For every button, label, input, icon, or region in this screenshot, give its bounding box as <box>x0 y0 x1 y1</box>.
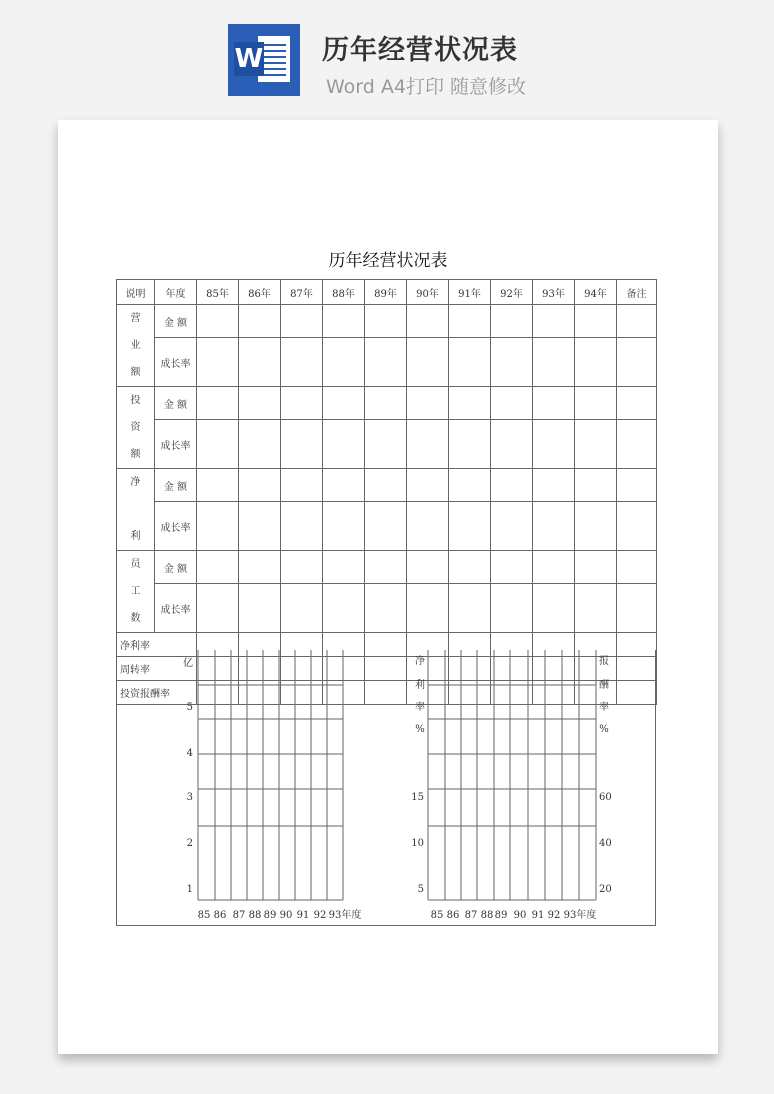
header-year-88: 88年 <box>323 280 365 305</box>
table-cell <box>407 502 449 551</box>
right-xtick: 91 <box>531 910 545 921</box>
table-cell <box>575 584 617 633</box>
banner-subtitle: Word A4打印 随意修改 <box>326 76 527 98</box>
table-cell <box>197 502 239 551</box>
right-ylabel-right-char: 酬 <box>599 680 609 691</box>
table-cell <box>575 338 617 387</box>
right-ylabel-left-char: 率 <box>415 702 425 713</box>
table-cell <box>197 420 239 469</box>
table-cell <box>533 469 575 502</box>
table-cell <box>239 305 281 338</box>
table-cell <box>365 469 407 502</box>
right-ytick-right: 60 <box>599 792 612 803</box>
table-cell <box>239 420 281 469</box>
left-xtick: 88 <box>248 910 262 921</box>
table-cell <box>323 584 365 633</box>
table-cell <box>407 305 449 338</box>
table-cell <box>365 305 407 338</box>
table-cell <box>449 502 491 551</box>
table-cell <box>491 502 533 551</box>
group-label-char: 净 <box>130 477 141 488</box>
table-cell <box>281 338 323 387</box>
right-ylabel-left-char: % <box>415 724 425 735</box>
header-year-85: 85年 <box>197 280 239 305</box>
table-cell <box>449 305 491 338</box>
table-cell <box>323 502 365 551</box>
left-xtick: 89 <box>263 910 277 921</box>
table-cell <box>281 420 323 469</box>
table-cell <box>281 305 323 338</box>
header-year-89: 89年 <box>365 280 407 305</box>
table-cell <box>407 338 449 387</box>
table-cell <box>491 338 533 387</box>
table-cell <box>407 551 449 584</box>
table-cell <box>617 584 657 633</box>
right-xtick: 89 <box>494 910 508 921</box>
table-cell <box>533 387 575 420</box>
single-row-label: 投资报酬率 <box>117 681 197 705</box>
table-cell <box>617 551 657 584</box>
table-cell <box>197 584 239 633</box>
right-xtick: 92 <box>547 910 561 921</box>
table-cell <box>323 469 365 502</box>
table-cell <box>617 469 657 502</box>
right-xtick: 85 <box>430 910 444 921</box>
table-cell <box>575 551 617 584</box>
table-cell <box>449 338 491 387</box>
table-cell <box>239 387 281 420</box>
header-year-93: 93年 <box>533 280 575 305</box>
table-cell <box>449 469 491 502</box>
header-year-90: 90年 <box>407 280 449 305</box>
left-ytick: 4 <box>186 748 193 759</box>
group-label-char: 额 <box>130 367 141 378</box>
group-label-char: 员 <box>130 559 141 570</box>
table-cell <box>575 469 617 502</box>
table-cell <box>491 551 533 584</box>
right-ylabel-right-char: 率 <box>599 702 609 713</box>
table-cell <box>197 387 239 420</box>
table-row <box>117 584 657 633</box>
table-cell <box>407 469 449 502</box>
table-cell <box>323 338 365 387</box>
document-title: 历年经营状况表 <box>328 251 448 271</box>
header-year-86: 86年 <box>239 280 281 305</box>
group-label-char: 工 <box>130 586 141 597</box>
right-xtick: 87 <box>464 910 478 921</box>
row-label: 金 额 <box>155 469 197 502</box>
table-cell <box>197 305 239 338</box>
group-label <box>117 305 155 387</box>
row-label: 成长率 <box>155 420 197 469</box>
left-xtick: 90 <box>279 910 293 921</box>
group-label <box>117 551 155 633</box>
left-ytick: 1 <box>186 884 193 895</box>
left-xtick: 92 <box>313 910 327 921</box>
table-cell <box>533 584 575 633</box>
table-cell <box>407 584 449 633</box>
table-row <box>117 469 657 502</box>
table-cell <box>449 584 491 633</box>
table-cell <box>239 584 281 633</box>
table-cell <box>491 420 533 469</box>
right-xtick: 93年度 <box>563 910 597 921</box>
left-xtick: 93年度 <box>328 910 362 921</box>
group-label-char <box>117 496 154 523</box>
left-xtick: 86 <box>213 910 227 921</box>
left-ytick: 5 <box>186 702 193 713</box>
left-xtick: 85 <box>197 910 211 921</box>
table-cell <box>617 387 657 420</box>
right-ytick-right: 40 <box>599 838 612 849</box>
left-xtick: 87 <box>232 910 246 921</box>
right-ylabel-left-char: 净 <box>415 656 425 667</box>
left-xtick: 91 <box>296 910 310 921</box>
group-label-char: 业 <box>130 340 141 351</box>
group-label-char: 营 <box>130 313 141 324</box>
table-cell <box>449 551 491 584</box>
right-ytick-left: 10 <box>411 838 424 849</box>
table-cell <box>533 420 575 469</box>
table-cell <box>281 469 323 502</box>
word-letter: W <box>234 44 264 74</box>
table-cell <box>533 551 575 584</box>
table-cell <box>533 338 575 387</box>
banner-title: 历年经营状况表 <box>322 35 518 66</box>
table-cell <box>365 338 407 387</box>
table-cell <box>323 551 365 584</box>
table-row <box>117 420 657 469</box>
chart-area <box>116 650 656 926</box>
header-row <box>117 280 657 305</box>
table-cell <box>575 305 617 338</box>
group-label-char: 额 <box>130 449 141 460</box>
row-label: 金 额 <box>155 305 197 338</box>
right-xtick: 90 <box>513 910 527 921</box>
row-label: 成长率 <box>155 584 197 633</box>
table-cell <box>407 420 449 469</box>
left-ylabel: 亿 <box>183 658 193 669</box>
header-year-92: 92年 <box>491 280 533 305</box>
table-cell <box>239 469 281 502</box>
table-cell <box>617 338 657 387</box>
table-cell <box>575 387 617 420</box>
table-cell <box>533 502 575 551</box>
right-ylabel-left-char: 利 <box>415 680 425 691</box>
table-cell <box>239 338 281 387</box>
status-table <box>116 279 657 705</box>
table-cell <box>197 338 239 387</box>
table-cell <box>449 387 491 420</box>
table-row <box>117 305 657 338</box>
group-label-char: 资 <box>130 422 141 433</box>
table-cell <box>197 551 239 584</box>
table-cell <box>239 502 281 551</box>
header-note: 备注 <box>617 280 657 305</box>
right-ytick-left: 15 <box>411 792 424 803</box>
table-cell <box>617 420 657 469</box>
table-cell <box>365 584 407 633</box>
row-label: 金 额 <box>155 387 197 420</box>
table-cell <box>239 551 281 584</box>
table-cell <box>491 469 533 502</box>
table-cell <box>323 420 365 469</box>
header-year: 年度 <box>155 280 197 305</box>
table-cell <box>365 387 407 420</box>
right-xtick: 88 <box>480 910 494 921</box>
group-label <box>117 469 155 551</box>
word-doc-icon <box>228 24 300 96</box>
charts-svg <box>117 650 657 926</box>
single-row-label: 净利率 <box>117 633 197 657</box>
right-xtick: 86 <box>446 910 460 921</box>
table-row <box>117 387 657 420</box>
row-label: 成长率 <box>155 502 197 551</box>
header-year-87: 87年 <box>281 280 323 305</box>
group-label-char: 投 <box>130 395 141 406</box>
right-ytick-right: 20 <box>599 884 612 895</box>
row-label: 金 额 <box>155 551 197 584</box>
table-cell <box>617 502 657 551</box>
table-cell <box>365 420 407 469</box>
table-cell <box>281 387 323 420</box>
table-cell <box>575 502 617 551</box>
left-ytick: 3 <box>186 792 193 803</box>
table-cell <box>323 305 365 338</box>
table-cell <box>281 584 323 633</box>
left-ytick: 2 <box>186 838 193 849</box>
table-cell <box>491 305 533 338</box>
table-row <box>117 338 657 387</box>
table-row <box>117 551 657 584</box>
table-cell <box>407 387 449 420</box>
table-cell <box>575 420 617 469</box>
table-row <box>117 502 657 551</box>
table-cell <box>533 305 575 338</box>
table-cell <box>449 420 491 469</box>
header-desc: 说明 <box>117 280 155 305</box>
single-row-label: 周转率 <box>117 657 197 681</box>
group-label-char: 利 <box>130 531 141 542</box>
group-label-char: 数 <box>130 613 141 624</box>
document-page <box>58 120 718 1054</box>
right-ytick-left: 5 <box>417 884 424 895</box>
row-label: 成长率 <box>155 338 197 387</box>
banner <box>0 0 774 110</box>
right-ylabel-right-char: % <box>599 724 609 735</box>
table-cell <box>323 387 365 420</box>
group-label <box>117 387 155 469</box>
header-year-94: 94年 <box>575 280 617 305</box>
right-ylabel-right-char: 报 <box>599 656 609 667</box>
header-year-91: 91年 <box>449 280 491 305</box>
table-cell <box>491 387 533 420</box>
table-cell <box>365 502 407 551</box>
table-cell <box>617 305 657 338</box>
table-cell <box>281 502 323 551</box>
table-cell <box>197 469 239 502</box>
table-cell <box>365 551 407 584</box>
table-cell <box>491 584 533 633</box>
table-cell <box>281 551 323 584</box>
